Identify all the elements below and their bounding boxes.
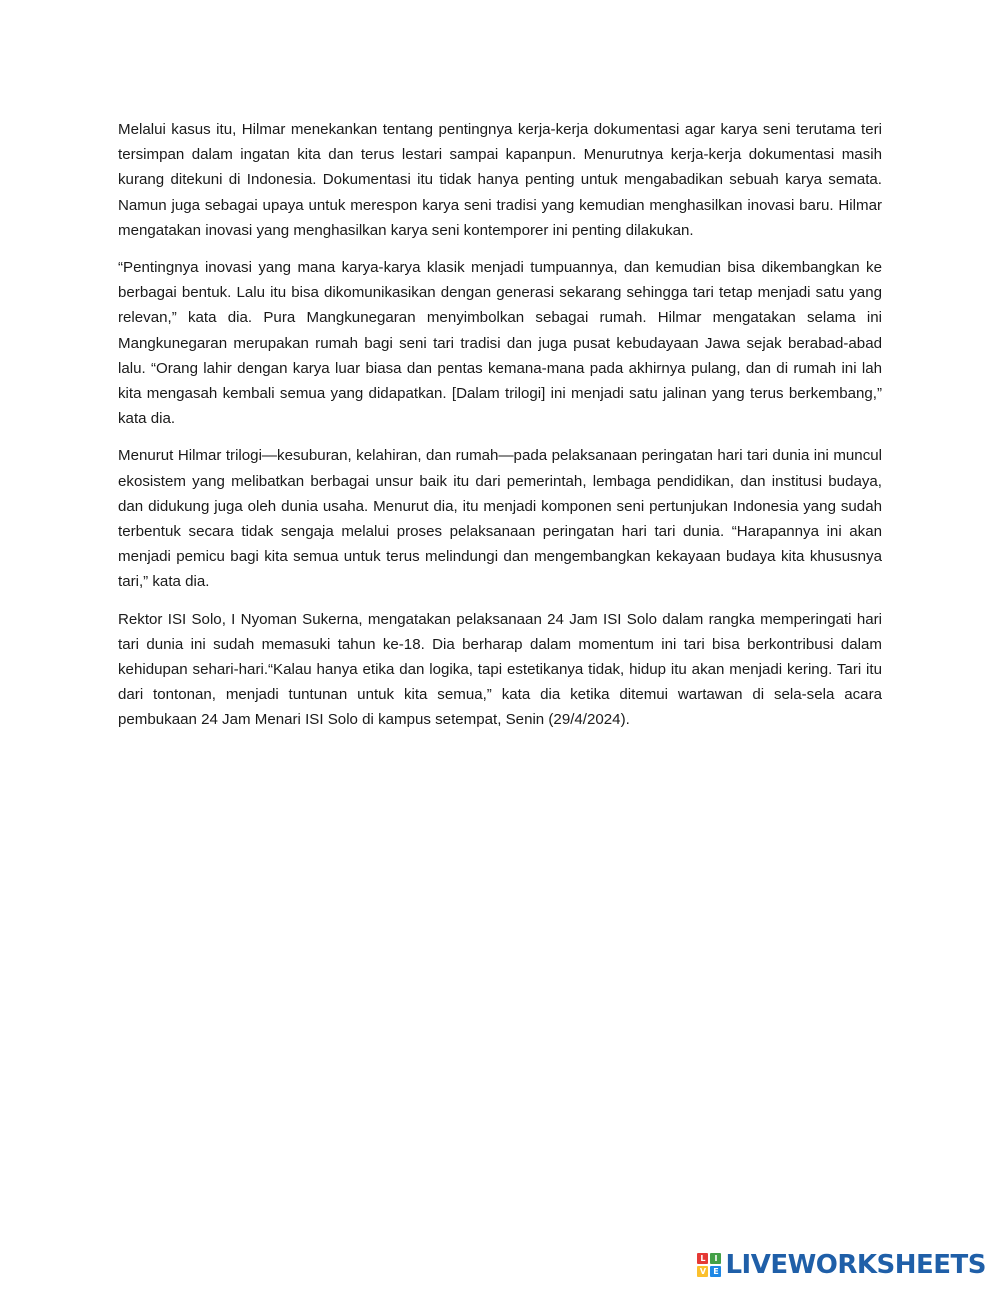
paragraph-4: Rektor ISI Solo, I Nyoman Sukerna, mengatakan pelaksanaan 24 Jam ISI Solo dalam rangka memperingati hari tari dunia ini sudah memasuki tahun ke-18. Dia berharap dalam momentum ini tari bisa berkontribusi dalam kehidupan sehari-hari.“Kalau hanya etika dan logika, tapi estetikanya tidak, hidup itu akan menjadi kering. Tari itu dari tontonan, menjadi tuntunan untuk kita semua,” kata dia ketika ditemui wartawan di sela-sela acara pembukaan 24 Jam Menari ISI Solo di kampus setempat, Senin (29/4/2024). xyxy=(118,610,882,729)
paragraph-3: Menurut Hilmar trilogi—kesuburan, kelahiran, dan rumah—pada pelaksanaan peringatan hari tari dunia ini muncul ekosistem yang melibatkan berbagai unsur baik itu dari pemerintah, lembaga pendidikan, dan institusi budaya, dan didukung juga oleh dunia usaha. Menurut dia, itu menjadi komponen seni pertunjukan Indonesia yang sudah terbentuk secara tidak sengaja melalui proses pelaksanaan peringatan hari tari dunia. “Harapannya ini akan menjadi pemicu bagi kita semua untuk terus melindungi dan mengembangkan kekayaan budaya kita khususnya tari,” kata dia. xyxy=(118,447,882,591)
liveworksheets-logo[interactable] xyxy=(697,1250,986,1280)
logo-letter-e: E xyxy=(710,1266,721,1277)
logo-letter-l: L xyxy=(697,1253,708,1264)
liveworksheets-wordmark: LIVEWORKSHEETS xyxy=(725,1250,986,1280)
paragraph-1: Melalui kasus itu, Hilmar menekankan tentang pentingnya kerja-kerja dokumentasi agar karya seni terutama teri tersimpan dalam ingatan kita dan terus lestari sampai kapanpun. Menurutnya kerja-kerja dokumentasi masih kurang ditekuni di Indonesia. Dokumentasi itu tidak hanya penting untuk mengabadikan sebuah karya semata. Namun juga sebagai upaya untuk merespon karya seni tradisi yang kemudian menghasilkan inovasi baru. Hilmar mengatakan inovasi yang menghasilkan karya seni kontemporer ini penting dilakukan. xyxy=(118,121,882,239)
logo-letter-i: I xyxy=(710,1253,721,1264)
paragraph-2: “Pentingnya inovasi yang mana karya-karya klasik menjadi tumpuannya, dan kemudian bisa dikembangkan ke berbagai bentuk. Lalu itu bisa dikomunikasikan dengan generasi sekarang sehingga tari tetap menjadi satu yang relevan,” kata dia. Pura Mangkunegaran menyimbolkan sebagai rumah. Hilmar mengatakan selama ini Mangkunegaran merupakan rumah bagi seni tari tradisi dan juga pusat kebudayaan Jawa sejak berabad-abad lalu. “Orang lahir dengan karya luar biasa dan pentas kemana-mana pada akhirnya pulang, dan di rumah ini lah kita mengasah kembali semua yang didapatkan. [Dalam trilogi] ini menjadi satu jalinan yang terus berkembang,” kata dia. xyxy=(118,259,882,428)
document-body xyxy=(118,117,882,745)
logo-letter-v: V xyxy=(697,1266,708,1277)
liveworksheets-logo-icon xyxy=(697,1253,721,1277)
